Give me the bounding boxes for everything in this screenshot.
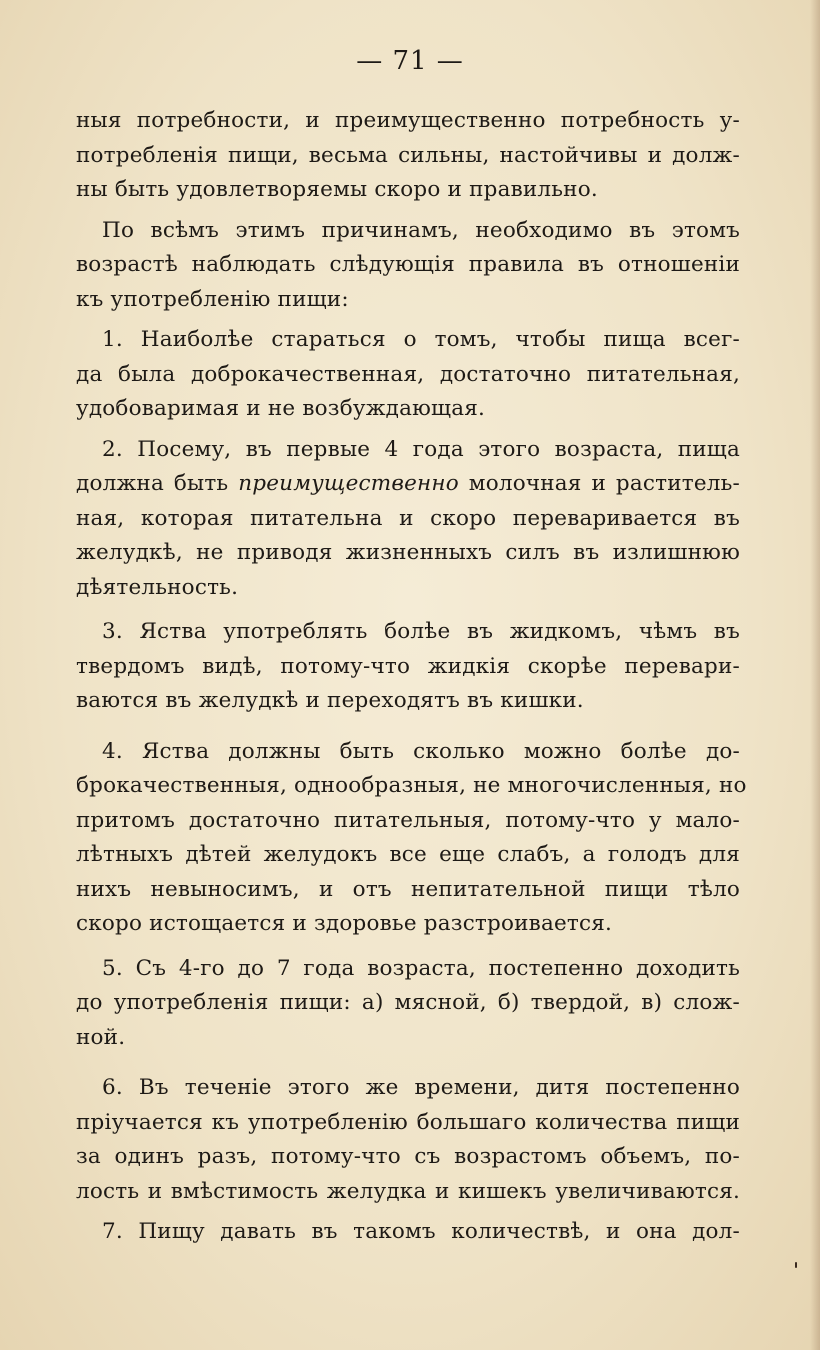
emphasized-word: преимущественно (238, 471, 459, 496)
text-line: ны быть удовлетворяемы скоро и правильно. (76, 177, 598, 202)
text-line: нихъ невыносимъ, и отъ непитательной пищи тѣло (76, 876, 740, 902)
text-line: 2. Посему, въ первые 4 года этого возраста, пища (102, 436, 740, 462)
paragraph-2 (76, 214, 740, 318)
text-line: удобоваримая и не возбуждающая. (76, 396, 486, 421)
paragraph-rule-7 (76, 1215, 740, 1250)
body-text (76, 104, 747, 1260)
text-line: брокачественныя, однообразныя, не многочисленныя, но (76, 773, 747, 798)
text-line: твердомъ видѣ, потому-что жидкія скорѣе перевари- (76, 653, 740, 679)
text-line: лѣтныхъ дѣтей желудокъ все еще слабъ, а голодъ для (76, 842, 740, 867)
text-line: По всѣмъ этимъ причинамъ, необходимо въ этомъ (102, 217, 740, 243)
text-line: ваются въ желудкѣ и переходятъ въ кишки. (76, 688, 584, 713)
paragraph-rule-5 (76, 952, 740, 1056)
text-line: притомъ достаточно питательныя, потому-что у мало- (76, 807, 740, 833)
text-line: скоро истощается и здоровье разстроивается. (76, 911, 613, 936)
text-line: 4. Яства должны быть сколько можно болѣе до- (102, 738, 740, 764)
text-line: дѣятельность. (76, 574, 239, 600)
paragraph-rule-4 (76, 735, 747, 942)
text-line: возрастѣ наблюдать слѣдующія правила въ отношеніи (76, 252, 740, 277)
text-run: должна быть (76, 471, 239, 496)
text-run: молочная и раститель- (458, 471, 740, 496)
page-edge-shadow (810, 0, 820, 1350)
text-line: 1. Наиболѣе стараться о томъ, чтобы пища всег- (102, 327, 740, 352)
paragraph-rule-6 (76, 1071, 740, 1209)
text-line: потребленія пищи, весьма сильны, настойчивы и долж- (76, 142, 740, 168)
text-line: ныя потребности, и преимущественно потребность у- (76, 108, 740, 133)
text-line: лость и вмѣстимость желудка и кишекъ увеличиваются. (76, 1178, 740, 1204)
text-line: до употребленія пищи: а) мясной, б) твердой, в) слож- (76, 990, 740, 1015)
text-line: да была доброкачественная, достаточно питательная, (76, 361, 740, 387)
paragraph-rule-1 (76, 323, 740, 427)
paragraph-rule-3 (76, 615, 740, 719)
text-line: 5. Съ 4-го до 7 года возраста, постепенно доходить (102, 955, 740, 981)
text-line: 7. Пищу давать въ такомъ количествѣ, и она дол- (102, 1219, 740, 1244)
paper-speck (795, 1262, 797, 1268)
text-line: 3. Яства употреблять болѣе въ жидкомъ, чѣмъ въ (102, 619, 740, 644)
text-line: къ употребленію пищи: (76, 286, 349, 312)
text-line: желудкѣ, не приводя жизненныхъ силъ въ излишнюю (76, 540, 740, 565)
text-line: за одинъ разъ, потому-что съ возрастомъ объемъ, по- (76, 1144, 740, 1169)
paragraph-1 (76, 104, 740, 208)
text-line (76, 467, 740, 502)
text-line: ной. (76, 1024, 126, 1050)
text-line: пріучается къ употребленію большаго количества пищи (76, 1109, 740, 1135)
page-number: — 71 — (356, 46, 464, 76)
paragraph-rule-2 (76, 433, 740, 606)
text-line: 6. Въ теченіе этого же времени, дитя постепенно (102, 1075, 740, 1100)
text-line: ная, которая питательна и скоро переваривается въ (76, 505, 740, 531)
